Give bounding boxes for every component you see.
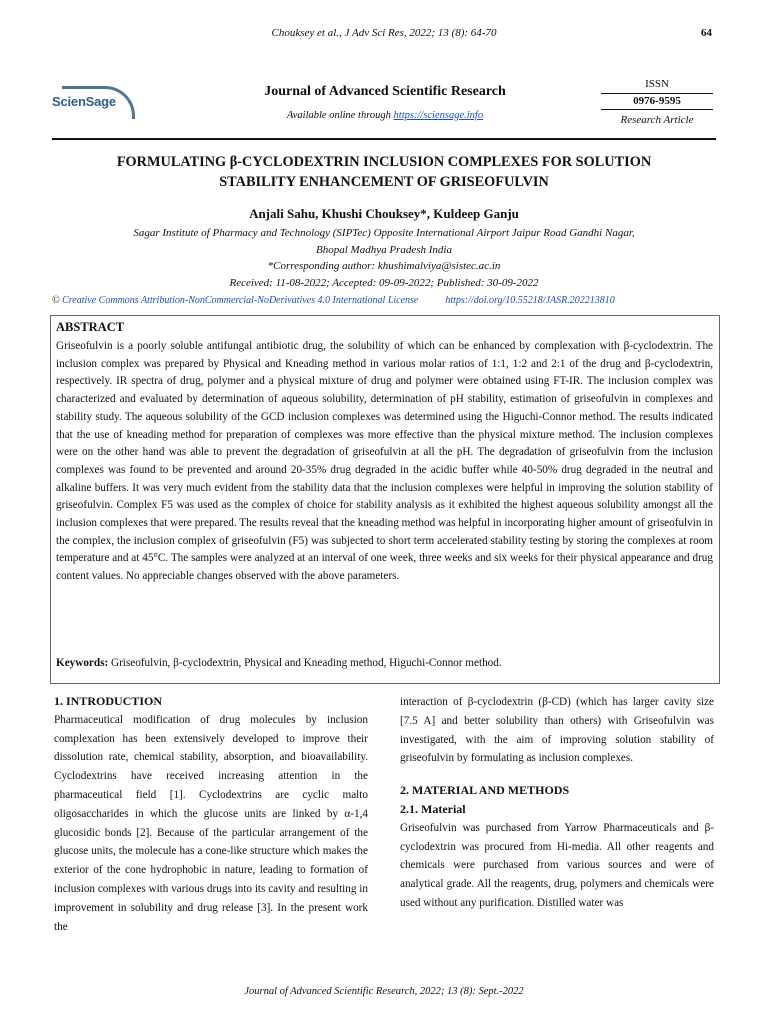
license-link[interactable]: Creative Commons Attribution-NonCommercial-NoDerivatives 4.0 International License bbox=[62, 295, 419, 306]
header-divider bbox=[52, 138, 716, 140]
journal-website-link[interactable]: https://sciensage.info bbox=[393, 110, 484, 121]
affiliation-line-1: Sagar Institute of Pharmacy and Technology (SIPTec) Opposite International Airport Jaipur Road Gandhi Nagar, bbox=[133, 227, 635, 239]
abstract-heading: ABSTRACT bbox=[56, 320, 125, 334]
copyright-icon: © bbox=[52, 295, 60, 306]
journal-name: Journal of Advanced Scientific Research bbox=[264, 84, 506, 99]
article-type: Research Article bbox=[620, 114, 694, 126]
material-heading: 2.1. Material bbox=[400, 801, 466, 816]
authors: Anjali Sahu, Khushi Chouksey*, Kuldeep Ganju bbox=[249, 206, 519, 221]
keywords bbox=[56, 655, 713, 672]
material-text: Griseofulvin was purchased from Yarrow Pharmaceuticals and β-cyclodextrin was procured from Hi-media. All other reagents and chemicals were purchased from various sources and were of analytical grade. All the reagents, drug, polymers and chemicals were used without any purification. Distilled water was bbox=[400, 821, 714, 909]
page-number: 64 bbox=[701, 27, 712, 39]
keywords-label: Keywords: bbox=[56, 657, 109, 669]
article-title bbox=[70, 152, 698, 192]
title-line-2: STABILITY ENHANCEMENT OF GRISEOFULVIN bbox=[219, 174, 549, 190]
running-header: Chouksey et al., J Adv Sci Res, 2022; 13 (8): 64-70 bbox=[271, 27, 497, 39]
abstract-text: Griseofulvin is a poorly soluble antifungal antibiotic drug, the solubility of which can be enhanced by complexation with β-cyclodextrin. The inclusion complex was prepared by Physical and Kneading method in various molar ratios of 1:1, 1:2 and 2:1 of the drug and β-cyclodextrin, respectively. IR spectra of drug, polymer and a physical mixture of drug and polymer were obtained using FT-IR. The inclusion complex was characterized and evaluated by determination of aqueous solubility, determination of pH stability, estimation of griseofulvin in complexes and stability study. The aqueous solubility of the GCD inclusion complexes was determined using the Higuchi-Connor method. The results indicated that the use of kneading method for preparation of complexes was more effective than the physical mixture method. The inclusion complexes were on the other hand was able to prevent the degradation of griseofulvin at all the pH. The degradation of griseofulvin from the inclusion complexes was found to be prevented and around 20-35% drug degraded in the acidic buffer while 40-50% drug degraded in the neutral and alkaline buffers. It was very much evident from the stability data that the inclusion complexes were helpful in improving the solution stability of griseofulvin. Complex F5 was used as the complex of choice for stability analysis as it exhibited the highest aqueous solubility amongst all the inclusion complexes that were prepared. The results reveal that the kneading method was helpful in incorporating higher amount of griseofulvin in the complex, the inclusion complex of griseofulvin (F5) was subjected to short term accelerated stability testing by storing the complexes at room temperature and at 45°C. The samples were analyzed at an interval of one week, three weeks and six weeks for their physical appearance and drug content values. No appreciable changes observed with the above parameters. bbox=[56, 340, 713, 583]
page-footer: Journal of Advanced Scientific Research, 2022; 13 (8): Sept.-2022 bbox=[244, 986, 524, 997]
affiliation-block bbox=[80, 225, 688, 291]
article-dates: Received: 11-08-2022; Accepted: 09-09-2022; Published: 30-09-2022 bbox=[229, 276, 539, 289]
issn-label: ISSN bbox=[645, 78, 669, 90]
keywords-list: Griseofulvin, β-cyclodextrin, Physical and Kneading method, Higuchi-Connor method. bbox=[111, 657, 502, 669]
license-line bbox=[52, 295, 716, 306]
affiliation-line-2: Bhopal Madhya Pradesh India bbox=[316, 243, 452, 256]
issn-number: 0976-9595 bbox=[601, 93, 713, 110]
introduction-continued: interaction of β-cyclodextrin (β-CD) (which has larger cavity size [7.5 A] and better solubility than others) with Griseofulvin was investigated, with the aim of improving solution stability of griseofulvin by formulating as inclusion complexes. bbox=[400, 696, 714, 765]
availability-line bbox=[200, 110, 570, 121]
publisher-logo bbox=[52, 86, 132, 120]
logo-text: ScienSage bbox=[52, 94, 116, 109]
doi-link[interactable]: https://doi.org/10.55218/JASR.202213810 bbox=[445, 295, 615, 306]
corresponding-author: *Corresponding author: khushimalviya@sistec.ac.in bbox=[267, 260, 501, 272]
left-column bbox=[54, 692, 368, 936]
availability-prefix: Available online through bbox=[286, 110, 391, 121]
title-line-1: FORMULATING β-CYCLODEXTRIN INCLUSION COMPLEXES FOR SOLUTION bbox=[116, 154, 652, 170]
right-column bbox=[400, 693, 714, 913]
introduction-heading: 1. INTRODUCTION bbox=[54, 694, 163, 708]
methods-heading: 2. MATERIAL AND METHODS bbox=[400, 783, 570, 798]
introduction-text: Pharmaceutical modification of drug molecules by inclusion complexation has been extensively developed to improve their dissolution rate, chemical stability, absorption, and bioavailability. Cyclodextrins have received increasing attention in the pharmaceutical field [1]. Cyclodextrins are cyclic malto oligosaccharides in which the glucose units are linked by α-1,4 glucosidic bonds [2]. Because of the particular arrangement of the glucose units, the molecule has a cone-like structure which makes the exterior of the cone hydrophobic in nature, leading to formation of inclusion complexes with various drugs into its cavity and resulting in improvement in solubility and drug release [3]. In the present work the bbox=[54, 713, 368, 933]
issn-box bbox=[601, 78, 713, 126]
